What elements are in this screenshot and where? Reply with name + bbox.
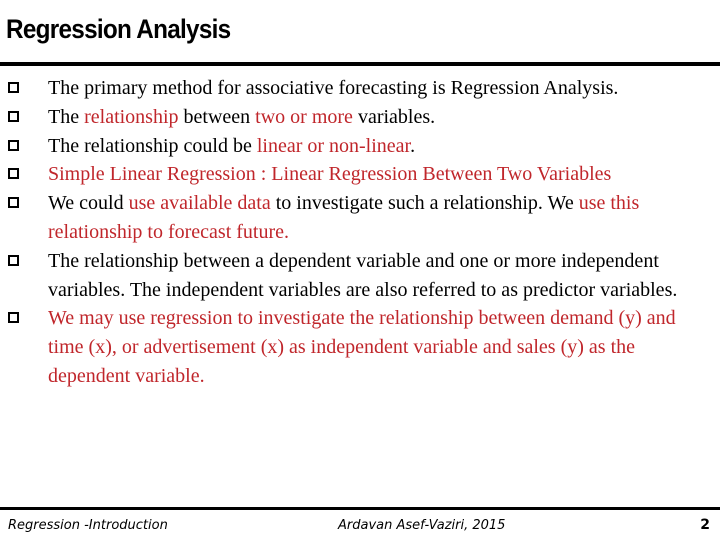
footer-author: Ardavan Asef-Vaziri, 2015 <box>338 518 506 533</box>
hollow-square-bullet-icon <box>8 197 19 208</box>
bullet-text-run: . <box>410 134 416 157</box>
hollow-square-bullet-icon <box>8 255 19 266</box>
bullet-item <box>6 160 716 189</box>
page-number: 2 <box>700 517 710 533</box>
bullet-text-run: use available data <box>128 192 271 215</box>
bullet-text-run: two or more <box>255 105 353 128</box>
bullet-item <box>6 247 716 305</box>
hollow-square-bullet-icon <box>8 312 19 323</box>
slide-title: Regression Analysis <box>6 14 231 44</box>
bullet-item <box>6 74 716 103</box>
bullet-text-run: to investigate such a relationship. We <box>270 192 579 215</box>
bullet-item <box>6 304 716 390</box>
title-divider <box>0 62 720 66</box>
bullet-text-run: We could <box>48 192 129 215</box>
bullet-text-run: The relationship could be <box>48 134 257 157</box>
bullet-text-run: use this relationship to forecast future. <box>48 192 640 243</box>
bullet-item <box>6 103 716 132</box>
hollow-square-bullet-icon <box>8 140 19 151</box>
hollow-square-bullet-icon <box>8 111 19 122</box>
hollow-square-bullet-icon <box>8 168 19 179</box>
bullet-text-run: variables. <box>352 105 436 128</box>
bullet-text-run: relationship <box>84 105 179 128</box>
bullet-text-run: Simple Linear Regression : Linear Regression Between Two Variables <box>48 163 612 186</box>
bullet-item <box>6 189 716 247</box>
bullet-list <box>6 74 716 391</box>
footer-left-text: Regression -Introduction <box>8 518 168 533</box>
bullet-text-run: We may use regression to investigate the relationship between demand (y) and time (x), or advertisement (x) as independent variable and sales (y) as the dependent variable. <box>48 307 676 387</box>
hollow-square-bullet-icon <box>8 82 19 93</box>
footer-divider <box>0 507 720 510</box>
bullet-text-run: linear or non-linear <box>256 134 411 157</box>
bullet-text-run: between <box>178 105 256 128</box>
bullet-text-run: The <box>48 105 85 128</box>
bullet-text-run: The relationship between a dependent variable and one or more independent variables. The independent variables are also referred to as predictor variables. <box>48 249 678 301</box>
bullet-text-run: The primary method for associative forecasting is Regression Analysis. <box>48 77 619 99</box>
bullet-item <box>6 132 716 161</box>
